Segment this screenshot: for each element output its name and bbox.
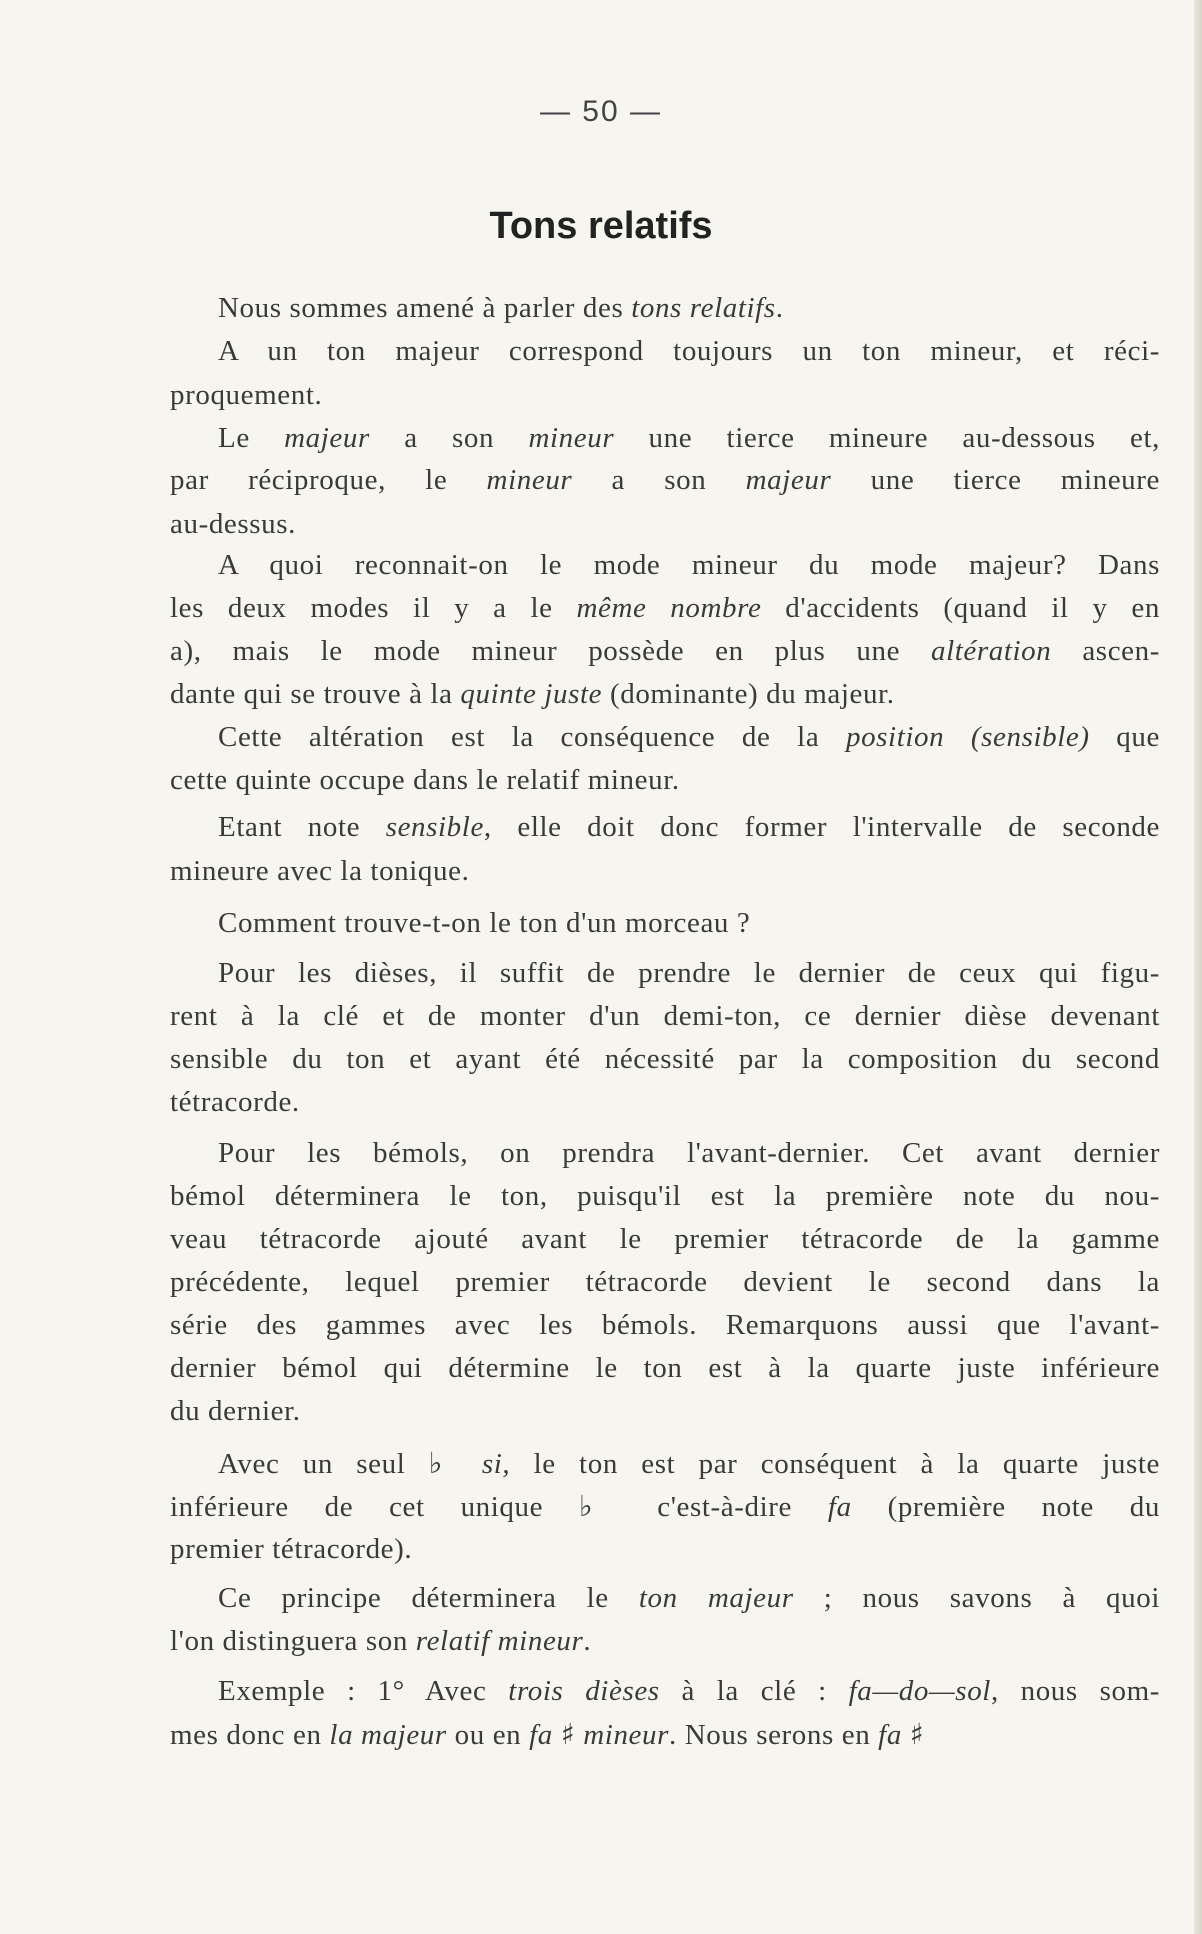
- text-line: a), mais le mode mineur possède en plus une altération ascen-: [170, 635, 1160, 667]
- section-title: Tons relatifs: [489, 205, 713, 247]
- flat-sign: ♭: [428, 1446, 459, 1480]
- text-line: Nous sommes amené à parler des tons relatifs.: [218, 292, 784, 324]
- text-line: inférieure de cet unique ♭ c'est-à-dire fa (première note du: [170, 1489, 1160, 1523]
- flat-sign: ♭: [579, 1489, 622, 1523]
- sharp-sign: ♯: [560, 1717, 576, 1751]
- text-line: Etant note sensible, elle doit donc former l'intervalle de seconde: [218, 811, 1160, 843]
- text-line: Pour les bémols, on prendra l'avant-dernier. Cet avant dernier: [218, 1137, 1160, 1169]
- text-line: Comment trouve-t-on le ton d'un morceau ?: [218, 907, 751, 939]
- text-line: sensible du ton et ayant été nécessité par la composition du second: [170, 1043, 1160, 1075]
- text-line: proquement.: [170, 379, 323, 411]
- text-line: série des gammes avec les bémols. Remarquons aussi que l'avant-: [170, 1309, 1160, 1341]
- text-line: veau tétracorde ajouté avant le premier tétracorde de la gamme: [170, 1223, 1160, 1255]
- text-line: précédente, lequel premier tétracorde devient le second dans la: [170, 1266, 1160, 1298]
- text-line: premier tétracorde).: [170, 1533, 413, 1565]
- page-number: — 50 —: [539, 95, 663, 128]
- text-line: Ce principe déterminera le ton majeur ; nous savons à quoi: [218, 1582, 1160, 1614]
- text-line: mes donc en la majeur ou en fa ♯ mineur. Nous serons en fa ♯: [170, 1717, 925, 1751]
- text-line: Pour les dièses, il suffit de prendre le dernier de ceux qui figu-: [218, 957, 1160, 989]
- sharp-sign: ♯: [909, 1717, 925, 1751]
- text-line: rent à la clé et de monter d'un demi-ton, ce dernier dièse devenant: [170, 1000, 1160, 1032]
- text-line: mineure avec la tonique.: [170, 855, 470, 887]
- text-line: les deux modes il y a le même nombre d'accidents (quand il y en: [170, 592, 1160, 624]
- text-line: dernier bémol qui détermine le ton est à la quarte juste inférieure: [170, 1352, 1160, 1384]
- text-line: tétracorde.: [170, 1086, 300, 1118]
- text-line: Le majeur a son mineur une tierce mineure au-dessous et,: [218, 422, 1160, 454]
- page-edge: [1194, 0, 1202, 1934]
- text-line: Exemple : 1° Avec trois dièses à la clé : fa—do—sol, nous som-: [218, 1675, 1161, 1707]
- text-line: A quoi reconnait-on le mode mineur du mode majeur? Dans: [218, 549, 1160, 581]
- text-line: du dernier.: [170, 1395, 301, 1427]
- text-line: Avec un seul ♭ si, le ton est par conséquent à la quarte juste: [218, 1446, 1160, 1480]
- text-line: Cette altération est la conséquence de la position (sensible) que: [218, 721, 1160, 753]
- text-line: dante qui se trouve à la quinte juste (dominante) du majeur.: [170, 678, 895, 710]
- text-line: cette quinte occupe dans le relatif mineur.: [170, 764, 680, 796]
- text-line: A un ton majeur correspond toujours un ton mineur, et réci-: [218, 335, 1160, 367]
- text-line: bémol déterminera le ton, puisqu'il est la première note du nou-: [170, 1180, 1160, 1212]
- text-line: l'on distinguera son relatif mineur.: [170, 1625, 592, 1657]
- text-line: au-dessus.: [170, 508, 297, 540]
- text-line: par réciproque, le mineur a son majeur une tierce mineure: [170, 464, 1161, 496]
